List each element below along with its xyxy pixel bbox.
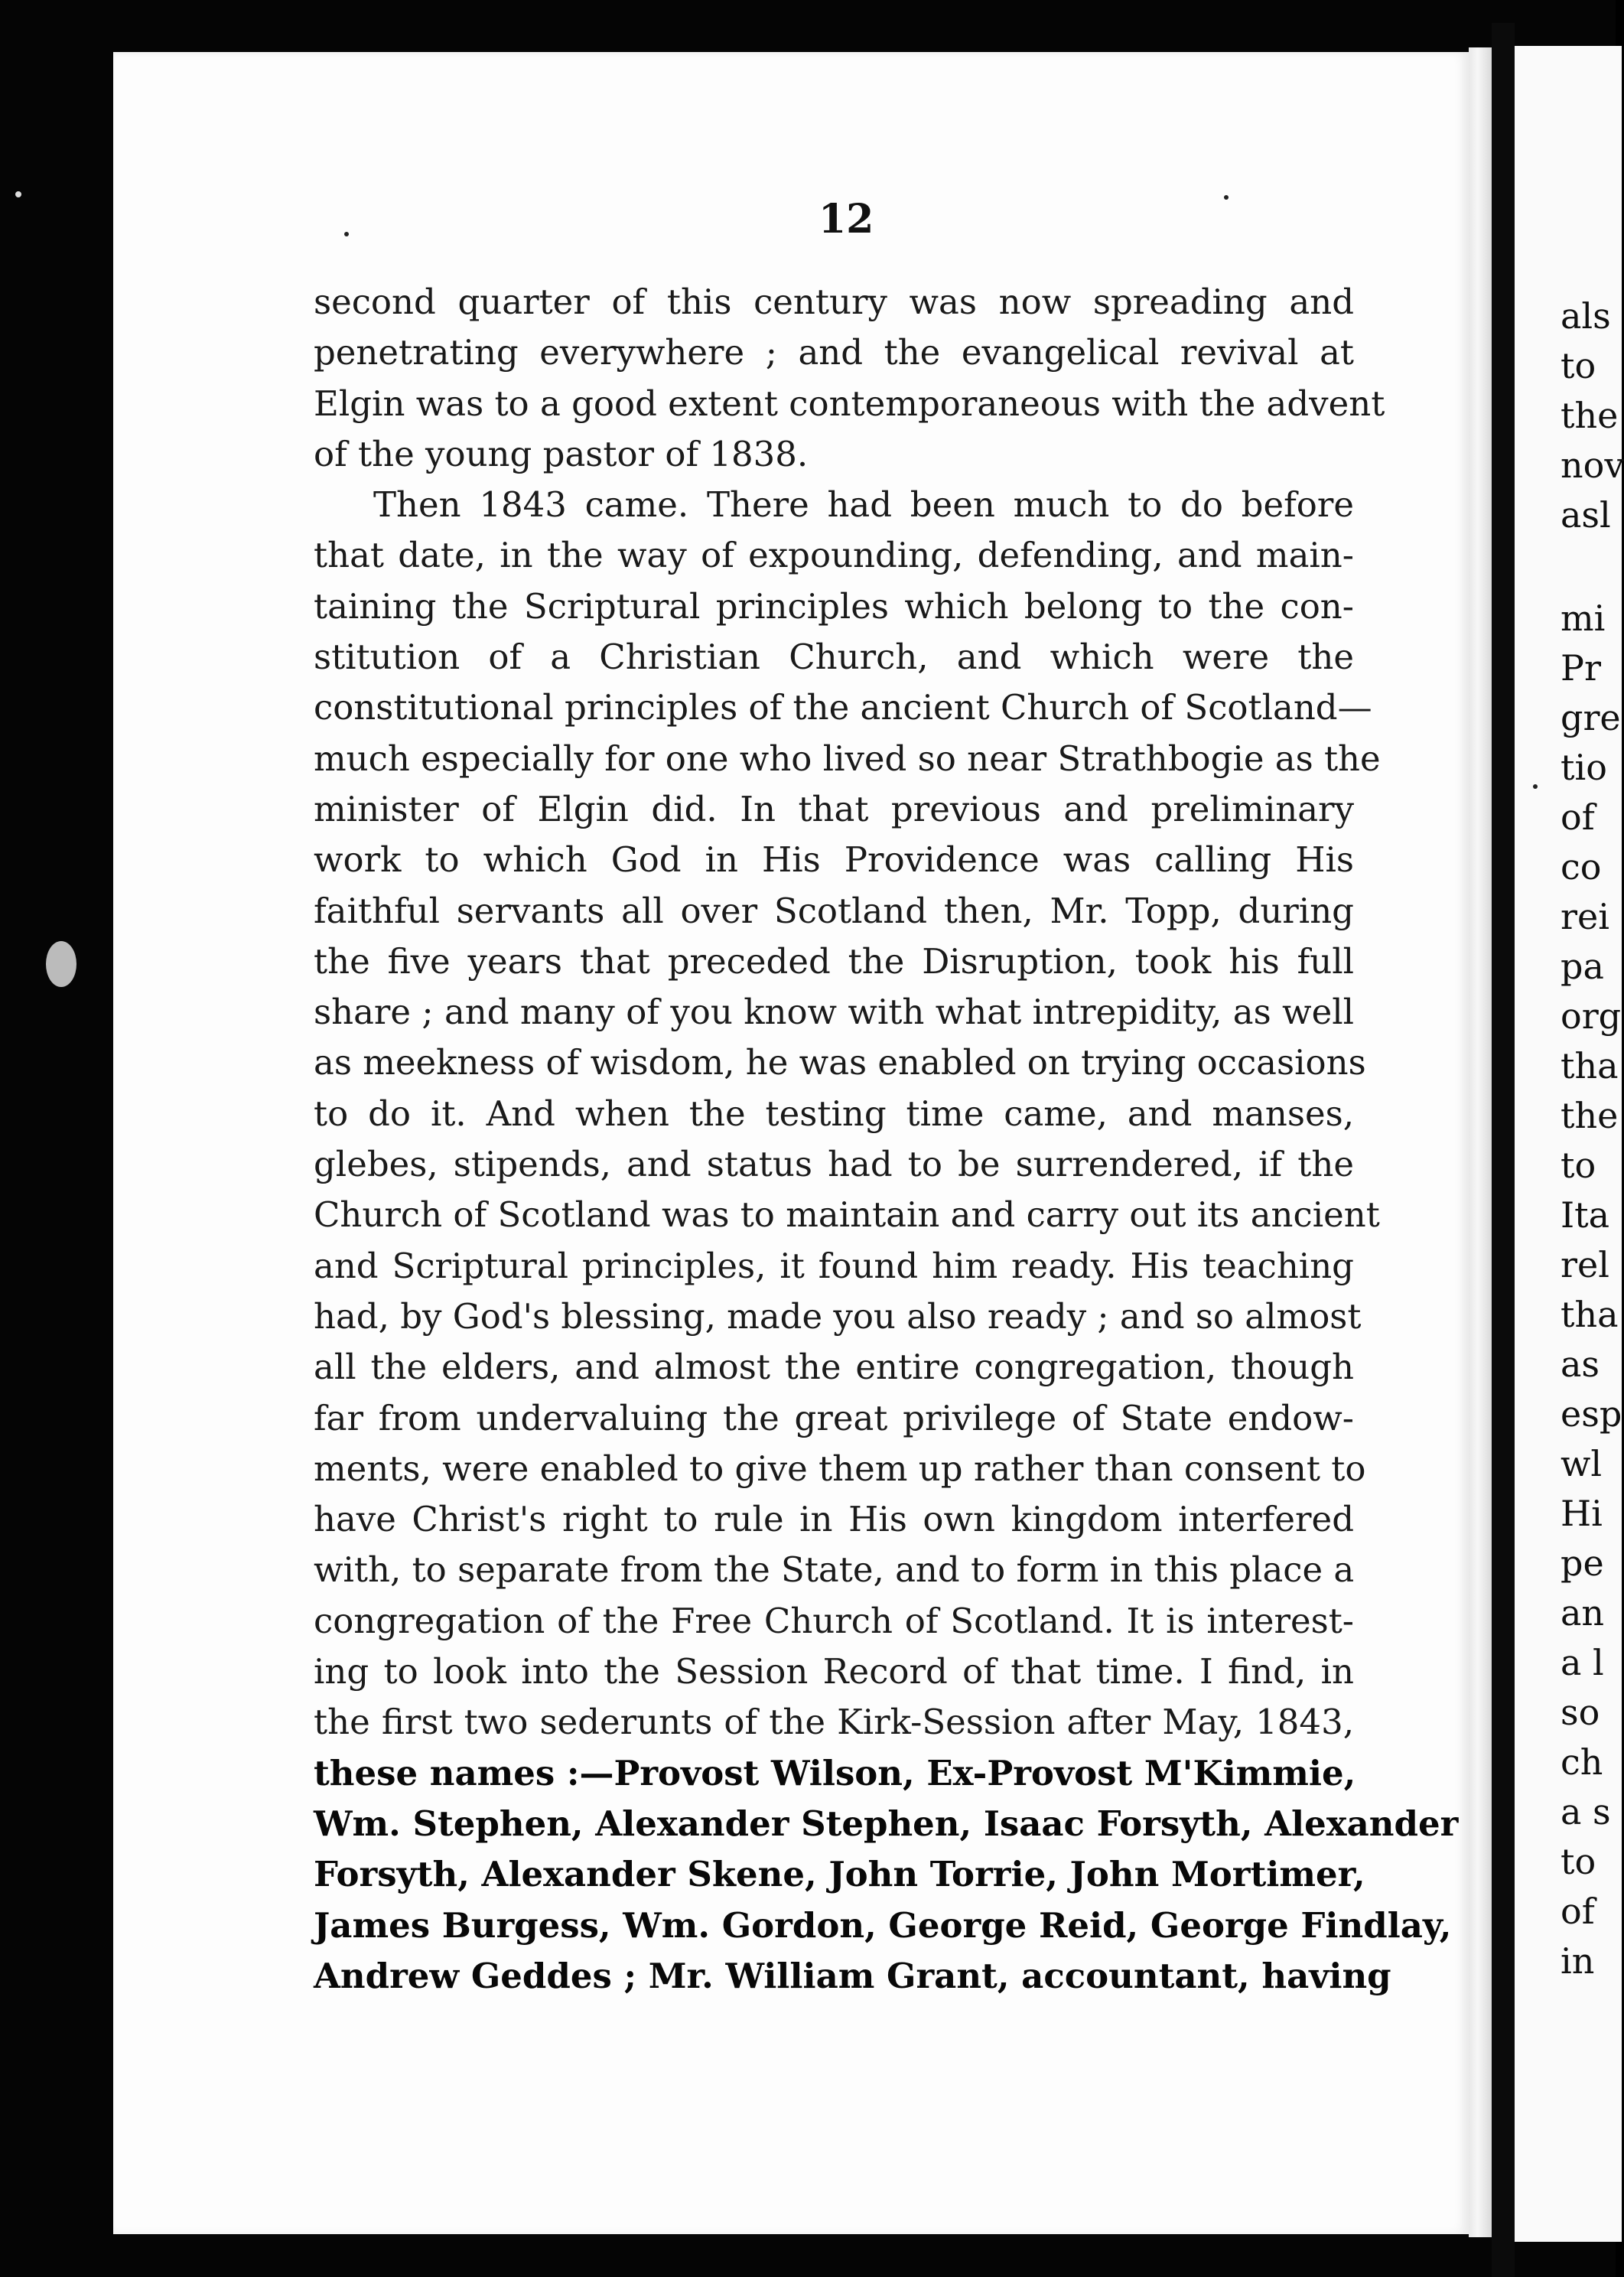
adjacent-fragment: to bbox=[1561, 1145, 1596, 1186]
text-line: ing to look into the Session Record of that time. I find, in bbox=[314, 1651, 1354, 1692]
text-line: minister of Elgin did. In that previous and preliminary bbox=[314, 788, 1354, 829]
adjacent-fragment: a s bbox=[1561, 1791, 1611, 1832]
adjacent-fragment: a l bbox=[1561, 1642, 1604, 1683]
adjacent-fragment: pa bbox=[1561, 946, 1604, 987]
adjacent-fragment: nov bbox=[1561, 445, 1624, 486]
text-line: ments, were enabled to give them up rather than consent to bbox=[314, 1448, 1366, 1489]
text-line: Forsyth, Alexander Skene, John Torrie, John Mortimer, bbox=[314, 1854, 1365, 1895]
text-line: penetrating everywhere ; and the evangelical revival at bbox=[314, 332, 1354, 373]
adjacent-fragment: pe bbox=[1561, 1542, 1604, 1584]
text-line: to do it. And when the testing time came, and manses, bbox=[314, 1093, 1354, 1134]
scan-artifact bbox=[344, 232, 349, 236]
text-line: taining the Scriptural principles which belong to the con- bbox=[314, 585, 1354, 627]
text-line: stitution of a Christian Church, and which were the bbox=[314, 637, 1354, 678]
adjacent-fragment: the bbox=[1561, 395, 1619, 436]
text-line: work to which God in His Providence was calling His bbox=[314, 839, 1354, 881]
adjacent-fragment: of bbox=[1561, 1891, 1595, 1932]
text-line: have Christ's right to rule in His own kingdom interfered bbox=[314, 1499, 1354, 1540]
adjacent-fragment: org bbox=[1561, 995, 1622, 1037]
text-line: Wm. Stephen, Alexander Stephen, Isaac Forsyth, Alexander bbox=[314, 1803, 1459, 1844]
text-line: faithful servants all over Scotland then, Mr. Topp, during bbox=[314, 890, 1354, 931]
text-line: congregation of the Free Church of Scotland. It is interest- bbox=[314, 1600, 1354, 1641]
text-line: Church of Scotland was to maintain and carry out its ancient bbox=[314, 1194, 1380, 1236]
adjacent-fragment: Pr bbox=[1561, 647, 1601, 689]
adjacent-fragment: tio bbox=[1561, 747, 1607, 788]
adjacent-fragment: esp bbox=[1561, 1393, 1622, 1435]
text-line: share ; and many of you know with what intrepidity, as well bbox=[314, 992, 1354, 1033]
adjacent-fragment: ch bbox=[1561, 1741, 1603, 1783]
adjacent-fragment: rel bbox=[1561, 1244, 1609, 1285]
adjacent-fragment: asl bbox=[1561, 494, 1611, 536]
adjacent-page bbox=[1515, 46, 1622, 2242]
text-line: far from undervaluing the great privilege of State endow- bbox=[314, 1397, 1354, 1438]
adjacent-fragment: Ita bbox=[1561, 1194, 1610, 1236]
text-line: and Scriptural principles, it found him ready. His teaching bbox=[314, 1245, 1354, 1286]
text-line: second quarter of this century was now spreading and bbox=[314, 282, 1354, 322]
text-line: much especially for one who lived so near Strathbogie as the bbox=[314, 738, 1381, 779]
scan-artifact bbox=[15, 191, 21, 197]
page-edge bbox=[1469, 47, 1492, 2237]
adjacent-fragment: tha bbox=[1561, 1294, 1619, 1335]
text-line: the five years that preceded the Disruption, took his full bbox=[314, 940, 1354, 982]
adjacent-fragment: co bbox=[1561, 846, 1602, 888]
text-line: as meekness of wisdom, he was enabled on trying occasions bbox=[314, 1042, 1366, 1083]
adjacent-fragment: Hi bbox=[1561, 1493, 1603, 1534]
adjacent-fragment: in bbox=[1561, 1940, 1595, 1982]
text-line: the first two sederunts of the Kirk-Session after May, 1843, bbox=[314, 1702, 1354, 1743]
text-line: that date, in the way of expounding, defending, and main- bbox=[314, 535, 1354, 576]
adjacent-fragment: gre bbox=[1561, 697, 1621, 738]
adjacent-fragment: the bbox=[1561, 1095, 1619, 1136]
text-line: all the elders, and almost the entire congregation, though bbox=[314, 1347, 1354, 1388]
scan-artifact bbox=[1224, 195, 1229, 200]
page-number: 12 bbox=[819, 196, 874, 243]
adjacent-fragment: an bbox=[1561, 1592, 1605, 1634]
text-line: constitutional principles of the ancient Church of Scotland— bbox=[314, 687, 1372, 728]
adjacent-fragment: wl bbox=[1561, 1443, 1603, 1484]
adjacent-fragment: to bbox=[1561, 345, 1596, 386]
text-line: James Burgess, Wm. Gordon, George Reid, George Findlay, bbox=[314, 1904, 1452, 1946]
text-line: glebes, stipends, and status had to be surrendered, if the bbox=[314, 1144, 1354, 1185]
text-line: Andrew Geddes ; Mr. William Grant, accountant, having bbox=[314, 1955, 1391, 1996]
adjacent-fragment: as bbox=[1561, 1344, 1600, 1385]
scan-artifact bbox=[46, 941, 76, 987]
adjacent-fragment: als bbox=[1561, 295, 1611, 337]
scan-artifact bbox=[1533, 784, 1538, 789]
text-line: Then 1843 came. There had been much to do before bbox=[373, 484, 1354, 526]
body-text bbox=[314, 277, 1459, 2002]
adjacent-fragment: mi bbox=[1561, 598, 1606, 639]
gutter-shadow bbox=[1492, 23, 1515, 2277]
text-line: of the young pastor of 1838. bbox=[314, 433, 809, 474]
adjacent-fragment: so bbox=[1561, 1692, 1600, 1733]
text-line: Elgin was to a good extent contemporaneous with the advent bbox=[314, 383, 1385, 424]
adjacent-fragment: of bbox=[1561, 796, 1595, 838]
adjacent-fragment: to bbox=[1561, 1841, 1596, 1882]
adjacent-fragment: rei bbox=[1561, 896, 1609, 937]
adjacent-fragment: tha bbox=[1561, 1045, 1619, 1086]
text-line: had, by God's blessing, made you also ready ; and so almost bbox=[314, 1295, 1362, 1337]
text-line: with, to separate from the State, and to form in this place a bbox=[314, 1549, 1355, 1591]
text-line: these names :—Provost Wilson, Ex-Provost M'Kimmie, bbox=[314, 1752, 1356, 1793]
